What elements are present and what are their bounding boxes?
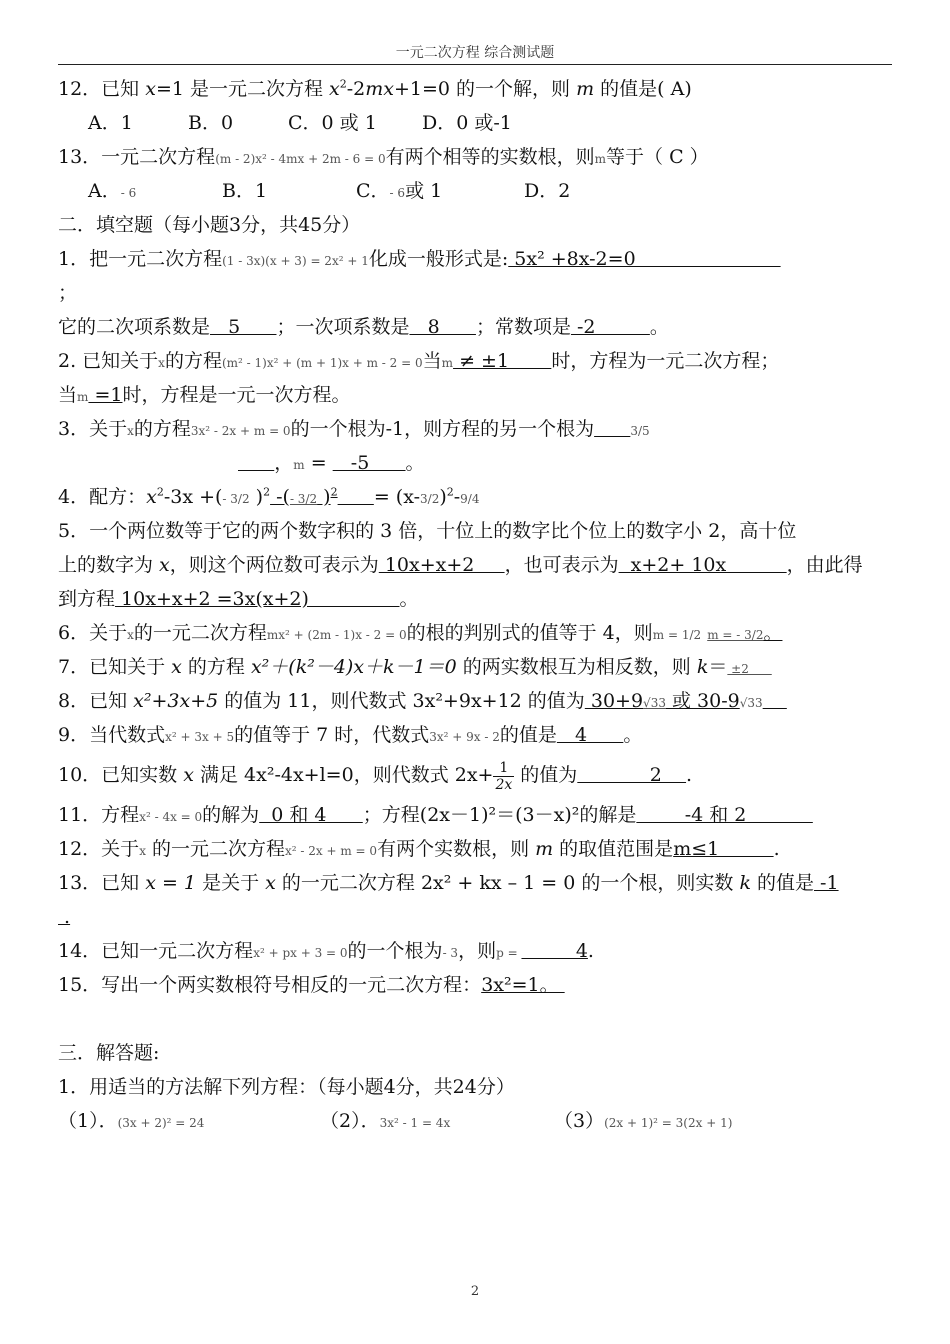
answer-blank [238,452,274,474]
q-text: 的值是 [750,872,814,894]
part-label: （1）． [58,1110,118,1132]
q-text: ；方程 [362,804,420,826]
q-text: 化成一般形式是: [368,248,509,270]
var-k: k [739,872,751,894]
answer-blank: -( [270,486,290,508]
exponent: 2 [330,485,338,499]
fill-q1-coefficients [58,310,896,344]
equation: (3x + 2)² = 24 [117,1116,205,1130]
answer-blank: 30+9 [584,690,644,712]
q-text: 的值是 [499,724,557,746]
fill-q2 [58,344,896,378]
option-c-value: - 6 [389,186,406,200]
equation: 4x²-4x+l=0 [244,764,354,786]
equation: x² - 2x + m = 0 [285,844,378,858]
equation: (m - 2)x² - 4mx + 2m - 6 = 0 [215,152,386,166]
question-12-options [58,106,896,140]
equation: (2x－1)²＝(3－x)² [419,804,580,826]
q-text: 8．已知 [58,690,134,712]
q-text: 的根的判别式的值等于 4，则 [406,622,653,644]
expression: x [146,486,157,508]
fraction [493,760,514,793]
page-header: 一元二次方程 综合测试题 [58,42,892,65]
var-m: m [535,838,554,860]
expression: ) [317,486,331,508]
fill-q9 [58,718,896,752]
q-text: 1．把一元二次方程 [58,248,223,270]
q-text: 时，方程是一元一次方程。 [122,384,351,406]
equation: (m² - 1)x² + (m + 1)x + m - 2 = 0 [221,356,423,370]
q12-text: =1 是一元二次方程 [155,78,330,100]
q13-answer: 等于（ C ） [606,146,709,168]
fraction: 3/5 [630,424,650,438]
q-text: = [304,452,333,474]
root-value: - 3 [442,946,459,960]
answer-blank: -5 [332,452,406,474]
exponent: 2 [156,485,164,499]
q-text: 满足 [193,764,245,786]
answer-blank: 10x+x+2 =3x(x+2) [115,588,400,610]
q-text: 的一元二次方程 [145,838,286,860]
q-text: ，则代数式 2x+ [353,764,494,786]
q-text: 的一元二次方程 [275,872,421,894]
fill-q5-c [58,582,896,616]
fraction: - 3/2 [222,492,250,506]
equation: x²＋(k²－4)x＋k－1＝0 [250,656,457,678]
equation: (1 - 3x)(x + 3) = 2x² + 1 [222,254,369,268]
q12-text: +1=0 的一个解，则 [394,78,577,100]
expression: 3x²+9x+12 [412,690,522,712]
q12-text: 12．已知 [58,78,146,100]
blank-spacer [58,1002,896,1036]
q-text: 的一元二次方程 [133,622,267,644]
section-title-fill-in: 二．填空题（每小题3分，共45分） [58,214,361,236]
q-text: . [686,764,693,786]
exponent: 2 [339,77,347,91]
answer-blank: . [58,906,71,928]
answer-blank: 2 [577,764,687,786]
var-x: x [127,628,134,642]
answer-blank: m≤1 [673,838,774,860]
expression: ) [439,486,447,508]
q-text: 时，方程为一元二次方程； [551,350,780,372]
q-text: 的值为 [514,764,578,786]
fill-q5-a: 5．一个两位数等于它的两个数字积的 3 倍，十位上的数字比个位上的数字小 2，高十位 [58,520,797,542]
q-text: ；一次项系数是 [276,316,410,338]
option-c: C． [356,180,390,202]
equation: x = 1 [145,872,197,894]
answer-blank: 4 [521,940,588,962]
fill-q14 [58,934,896,968]
q-text: ，则 [458,940,497,962]
fill-q1-semicolon: ； [58,282,78,304]
q-text: 10．已知实数 [58,764,184,786]
fill-q3-b [58,446,896,480]
var-x: x [145,78,156,100]
var-x: x [171,656,182,678]
q-text: 2. 已知关于 [58,350,159,372]
document-body [58,72,896,1138]
q-text: ，由此得 [786,554,863,576]
fill-q15 [58,968,896,1002]
q-text: 14．已知一元二次方程 [58,940,254,962]
fill-q11 [58,798,896,832]
q-text: 。 [649,316,669,338]
option-d: D．0 或-1 [422,112,512,134]
q-text: . [773,838,780,860]
option-c-text: 或 1 [405,180,443,202]
question-13 [58,140,896,174]
q-text: 15．写出一个两实数根符号相反的一元二次方程： [58,974,482,996]
q-text: 的值为 11，则代数式 [218,690,413,712]
equation: 2x² + kx – 1 = 0 [420,872,576,894]
fraction-numerator: 1 [493,760,514,777]
q-text: 12．关于 [58,838,140,860]
q-text: 是关于 [196,872,266,894]
fill-q4 [58,480,896,514]
q-text: 到方程 [58,588,116,610]
q-text: 的解是 [579,804,637,826]
answer-blank: =1 [88,384,123,406]
var-x: x [183,764,194,786]
q-text: 。 [623,724,643,746]
q-text: 的方程 [164,350,222,372]
question-13-options [58,174,896,208]
equation: 3x² - 2x + m = 0 [190,424,291,438]
var-m: m [293,458,305,472]
q-text: 当 [58,384,78,406]
q-text: 4．配方： [58,486,147,508]
page-number: 2 [470,1284,480,1299]
fraction-denominator: 2x [495,776,513,793]
q-text: . [587,940,594,962]
var-x: x [159,554,170,576]
fill-q8 [58,684,896,718]
answer-blank: -2 [570,316,650,338]
q-text: 的解为 [202,804,260,826]
var-m: m [77,390,89,404]
var-x: x [127,424,134,438]
var-m: m [594,152,607,166]
q-text: ，则这个两位数可表示为 [169,554,379,576]
section-title-solve: 三．解答题: [58,1042,160,1064]
q-text: 的值等于 7 时，代数式 [234,724,430,746]
answer-blank: ≠ ±1 [453,350,552,372]
answer-blank: 0 和 4 [259,804,363,826]
answer-blank [338,486,374,508]
option-b: B．0 [188,112,234,134]
part-label: （3） [554,1110,605,1132]
q-text: 13．已知 [58,872,146,894]
option-a-value: - 6 [120,186,137,200]
option-a: A．1 [88,112,133,134]
expression: ) [249,486,264,508]
var-x: x [158,356,165,370]
q-text: 的一个根为-1，则方程的另一个根为 [290,418,595,440]
equation: (2x + 1)² = 3(2x + 1) [604,1116,733,1130]
fill-q2-b [58,378,896,412]
fill-q7 [58,650,896,684]
fraction: - 3/2 [289,492,318,506]
q-text: 它的二次项系数是 [58,316,211,338]
radical: √33 [643,696,666,710]
answer-blank: 5x² +8x-2=0 [508,248,781,270]
q-text: 11．方程 [58,804,140,826]
answer-blank: x+2+ 10x [618,554,787,576]
question-12 [58,72,896,106]
q-text: 当 [422,350,442,372]
q-text: ，也可表示为 [504,554,619,576]
answer-blank: 3x²=1。 [481,974,565,996]
answer-blank: 10x+x+2 [378,554,505,576]
q-text: 7．已知关于 [58,656,172,678]
var-p: p = [496,946,522,960]
answer-blank [763,690,787,712]
answer-blank: 8 [409,316,476,338]
q-text: 9．当代数式 [58,724,166,746]
var-x: x [329,78,340,100]
equation: mx² + (2m - 1)x - 2 = 0 [266,628,407,642]
expression: - [453,486,461,508]
q12-answer: 的值是( A) [594,78,692,100]
fraction: 3/2 [420,492,440,506]
option-a: A． [88,180,121,202]
expression: x² + 3x + 5 [165,730,235,744]
q-text: 6．关于 [58,622,128,644]
solve-q1-parts [58,1104,896,1138]
equation: x² + px + 3 = 0 [253,946,348,960]
option-b: B．1 [222,180,268,202]
fraction: 9/4 [460,492,480,506]
var-x: x [265,872,276,894]
fill-q13 [58,866,896,900]
q-text: 有两个实数根，则 [377,838,536,860]
expression: 3x² + 9x - 2 [429,730,500,744]
equation: 3x² - 1 = 4x [379,1116,451,1130]
fill-q3 [58,412,896,446]
solve-q1: 1．用适当的方法解下列方程：（每小题4分，共24分） [58,1076,515,1098]
var-m: m [441,356,454,370]
answer-blank: ±2 [727,662,772,676]
var-k: k [696,656,709,678]
expression: = (x- [373,486,421,508]
var-x: x [139,844,146,858]
q-text: 上的数字为 [58,554,160,576]
q-text: 的方程 [181,656,251,678]
q-text: ＝ [708,656,728,678]
fill-q6 [58,616,896,650]
q13-text: 13．一元二次方程 [58,146,216,168]
q-text: 的一个根为 [347,940,443,962]
var-mx: mx [365,78,394,100]
q-text: 的两实数根互为相反数，则 [456,656,697,678]
q-text: 的一个根，则实数 [575,872,740,894]
q-text: 的方程 [133,418,191,440]
option-d: D．2 [524,180,571,202]
fill-q10 [58,752,896,798]
q-text: 。 [399,588,419,610]
exponent: 2 [446,485,454,499]
q-text: ， [274,452,294,474]
answer-value: m = - 3/2 [707,628,764,642]
q13-text: 有两个相等的实数根，则 [385,146,595,168]
answer-value: m = 1/2 [652,628,702,642]
part-label: （2）． [320,1110,380,1132]
fill-q1 [58,242,896,276]
q-text: 的取值范围是 [553,838,674,860]
var-m: m [576,78,595,100]
fill-q12 [58,832,896,866]
answer-blank: 4 [556,724,624,746]
answer-blank [594,418,630,440]
answer-blank: 5 [210,316,277,338]
q-text: 。 [405,452,425,474]
radical: √33 [739,696,763,710]
q-text: ；常数项是 [475,316,571,338]
option-c: C．0 或 1 [288,112,377,134]
expression: x²+3x+5 [133,690,219,712]
answer-blank: -1 [814,872,839,894]
expression: -3x +( [163,486,223,508]
equation: x² - 4x = 0 [139,810,203,824]
fill-q5-b [58,548,896,582]
answer-blank: 或 30-9 [665,690,740,712]
q12-text: -2 [346,78,366,100]
answer-blank: -4 和 2 [636,804,813,826]
q-text: 。 [763,622,783,644]
q-text: 的值为 [521,690,585,712]
q-text: 3．关于 [58,418,128,440]
exponent: 2 [263,485,271,499]
fill-q13-b [58,900,896,934]
